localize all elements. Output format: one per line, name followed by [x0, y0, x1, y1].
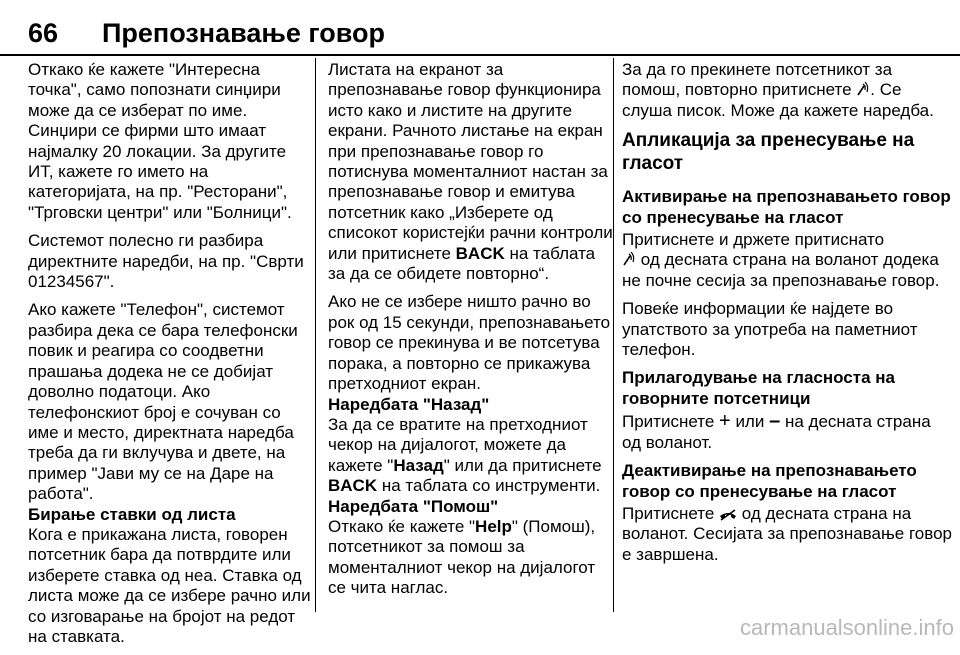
paragraph-smartphone-info: Повеќе информации ќе најдете во упатството за употреба на паметниот телефон.	[622, 299, 918, 360]
paragraph-back-command: За да се вратите на претходниот чекор на дијалогот, можете да кажете "Назад" или да притиснете BACK на таблата со инструменти.	[328, 414, 602, 496]
paragraph-help-command: Откако ќе кажете "Help" (Помош), потсетникот за помош за моменталниот чекор на дијалогот се чита наглас.	[328, 516, 596, 598]
back-key-label-2: BACK	[328, 476, 378, 496]
end-call-icon	[719, 509, 737, 521]
column-divider-1	[315, 58, 316, 612]
column-2	[328, 60, 613, 607]
heading-help-command: Наредбата "Помош"	[328, 496, 499, 516]
paragraph-list-selection: Кога е прикажана листа, говорен потсетник бара да потврдите или изберете ставка од неа. Ставка од листа може да се избере рачно или со изговарање на бројот на редот на ставката.	[28, 524, 311, 646]
paragraph-activate-passthrough: Притиснете и држете притиснато од десната страна на воланот додека не почне сесија за препознавање говор.	[622, 230, 940, 290]
heading-activate-passthrough: Активирање на препознавањето говор со пренесување на гласот	[622, 187, 951, 227]
volume-minus-icon: –	[769, 410, 781, 433]
heading-voice-passthrough: Апликација за пренесување на гласот	[622, 130, 915, 175]
column-divider-2	[613, 58, 614, 612]
watermark: carmanualsonline.info	[739, 615, 954, 640]
page-title: Препознавање говор	[102, 18, 385, 48]
paragraph-direct-commands: Системот полесно ги разбира директните наредби, на пр. "Сврти 01234567".	[28, 231, 304, 292]
paragraph-phone: Ако кажете "Телефон", системот разбира дека се бара телефонски повик и реагира со соодветни прашања додека не се добијат доволно податоци. Ако телефонскиот број е сочуван со име и место, директната наредба треба да ги вклучува и двете, на пример "Јави му се на Даре на работа".	[28, 300, 298, 504]
page-header	[0, 0, 960, 56]
paragraph-interrupt-help: За да го прекинете потсетникот за помош, повторно притиснете . Се слуша писок. Може да кажете наредба.	[622, 60, 934, 120]
paragraph-prompt-volume: Притиснете + или – на десната страна од воланот.	[622, 410, 931, 452]
paragraph-timeout: Ако не се избере ништо рачно во рок од 15 секунди, препознавањето говор се прекинува и ве потсетува порака, а повторно се прикажува претходниот екран.	[328, 292, 611, 394]
heading-list-selection: Бирање ставки од листа	[28, 504, 236, 524]
voice-recognition-icon	[856, 81, 870, 97]
heading-back-command: Наредбата "Назад"	[328, 394, 490, 414]
page-number: 66	[28, 18, 59, 48]
heading-deactivate-passthrough: Деактивирање на препознавањето говор со пренесување на гласот	[622, 461, 917, 501]
paragraph-manual-scroll: Листата на екранот за препознавање говор функционира исто како и листите на другите екрани. Рачното листање на екран при препознавање говор го потиснува моменталниот настан за препознавање говор и емитува потсетник како „Изберете од списокот користејќи рачни контроли или притиснете BACK на таблата за да се обидете повторно“.	[328, 60, 613, 284]
back-key-label: BACK	[455, 243, 505, 263]
heading-prompt-volume: Прилагодување на гласноста на говорните потсетници	[622, 368, 895, 408]
paragraph-poi-chains: Откако ќе кажете "Интересна точка", само попознати синџири може да се изберат по име. Синџири се фирми што имаат најмалку 20 локации. За другите ИТ, кажете го името на категоријата, на пр. "Ресторани", "Трговски центри" или "Болници".	[28, 60, 292, 222]
column-1	[28, 60, 311, 655]
volume-plus-icon: +	[719, 410, 731, 433]
column-3	[622, 60, 952, 573]
voice-recognition-icon	[622, 251, 636, 267]
header-divider	[0, 54, 960, 56]
paragraph-deactivate-passthrough: Притиснете од десната страна на воланот. Сесијата за препознавање говор е завршена.	[622, 503, 952, 564]
